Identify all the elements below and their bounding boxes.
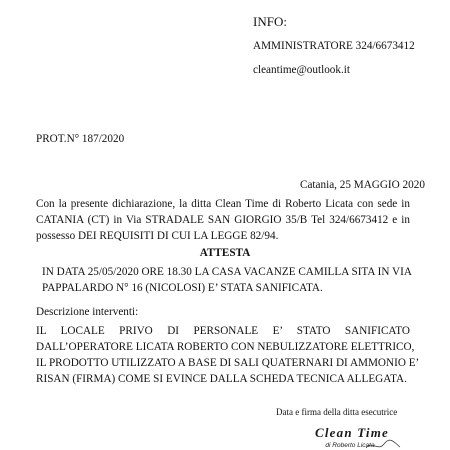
protocol-number: PROT.N° 187/2020 (36, 133, 125, 145)
description-line: IL PRODOTTO UTILIZZATO A BASE DI SALI QUATERNARI DI AMMONIO E’ (36, 357, 420, 369)
intro-line: possesso DEI REQUISITI DI CUI LA LEGGE 82/94. (36, 230, 279, 242)
attesta-line: IN DATA 25/05/2020 ORE 18.30 LA CASA VACANZE CAMILLA SITA IN VIA (42, 266, 412, 278)
signature-caption: Data e firma della ditta esecutrice (276, 407, 398, 417)
description-line: DALL’OPERATORE LICATA ROBERTO CON NEBULIZZATORE ELETTRICO, (36, 341, 415, 353)
stamp-sub: di Roberto Licata (325, 442, 375, 449)
intro-line: CATANIA (CT) in Via STRADALE SAN GIORGIO 35/B Tel 324/6673412 e in (36, 214, 410, 226)
attesta-line: PAPPALARDO N° 16 (NICOLOSI) E’ STATA SANIFICATA. (42, 282, 323, 294)
document-date: Catania, 25 MAGGIO 2020 (300, 179, 425, 191)
attesta-heading: ATTESTA (199, 247, 251, 259)
description-line: IL LOCALE PRIVO DI PERSONALE E’ STATO SANIFICATO (36, 325, 410, 337)
intro-line: Con la presente dichiarazione, la ditta Clean Time di Roberto Licata con sede in (36, 198, 410, 210)
administrator-phone: AMMINISTRATORE 324/6673412 (253, 40, 415, 52)
clean-time-stamp (292, 422, 412, 450)
description-label: Descrizione interventi: (36, 306, 139, 318)
stamp-brand: Clean Time (315, 425, 389, 440)
description-line: RISAN (FIRMA) COME SI EVINCE DALLA SCHEDA TECNICA ALLEGATA. (36, 373, 407, 385)
contact-email: cleantime@outlook.it (253, 64, 350, 76)
info-title: INFO: (253, 14, 287, 29)
